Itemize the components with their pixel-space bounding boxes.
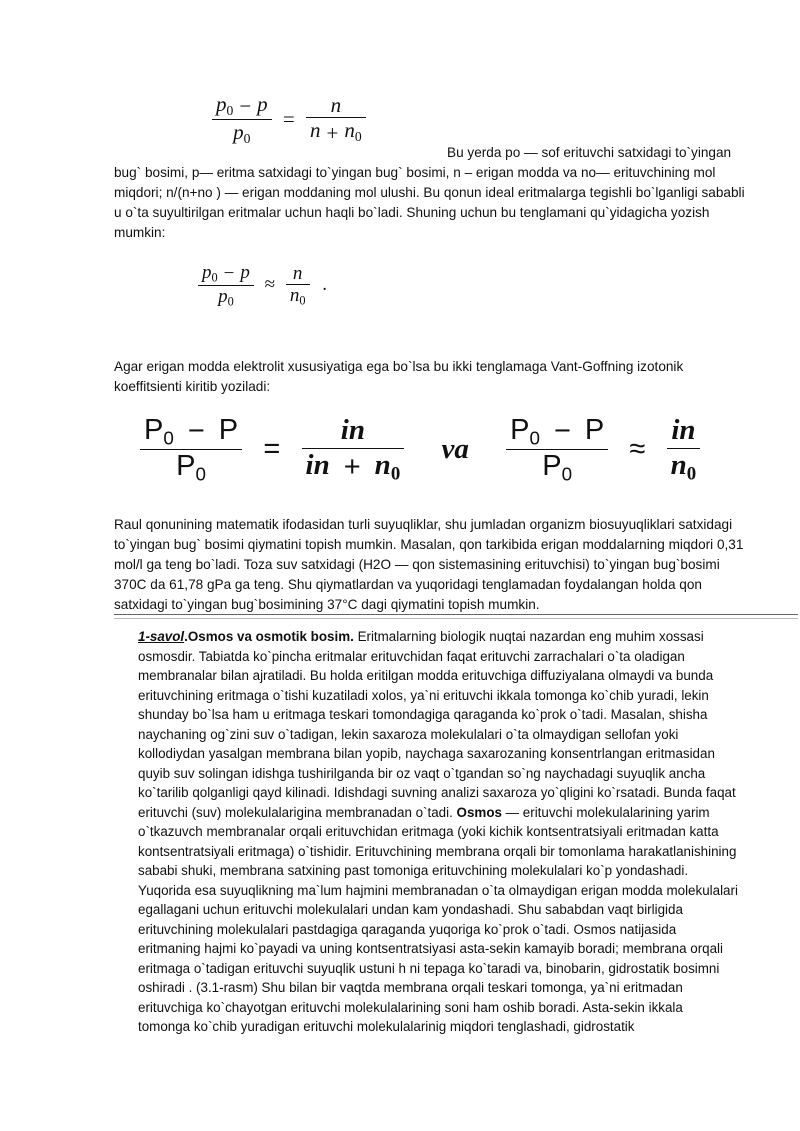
osmos-term: Osmos [456,804,502,820]
section-divider [114,614,798,615]
solute-ratio-fraction: $\frac{n}{n_0}$ [286,263,310,309]
raoult-application-paragraph: Raul qonunining matematik ifodasidan turli suyuqliklar, shu jumladan organizm biosuyuqliklari satxidagi to`yingan bug` bosimi qiymatini topish mumkin. Masalan, qon tarkibida erigan moddalarning miqdori 0,31 mol/l ga teng bo`ladi. Toza suv satxidagi (H2O — qon sistemasining erituvchisi) to`yingan bug`bosimi 370C da 61,78 gPa ga teng. Shu qiymatlardan va yuqoridagi tenglamadan foydalangan holda qon satxidagi to`yingan bug`bosimining 37°C dagi qiymatini topish mumkin. [114,517,744,612]
va-conjunction: va [441,433,469,466]
dilute-raoult-equation: $\frac{p_0 - p}{p_0}$ ≈ $\frac{n}{n_0}$ . [198,262,327,309]
section-title: Osmos va osmotik bosim. [187,629,354,644]
section-divider-shadow [114,618,798,619]
isotonic-fraction: $\frac{in}{in + n_0}$ [302,414,405,485]
vant-hoff-equations: $\frac{P_0 - P}{P_0}$ = $\frac{in}{in + n_0}$ va $\frac{P_0 - P}{P_0}$ ≈ $\frac{in}{n_0}$ [140,414,700,486]
relative-pressure-fraction-2: $\frac{P_0 - P}{P_0}$ [506,414,608,486]
definition-paragraph: Bu yerda po — sof erituvchi satxidagi to`yingan bug` bosimi, p— eritma satxidagi to`yingan bug` bosimi, n – erigan modda va no— erituvchining mol miqdori; n/(n+no ) — erigan moddaning mol ulushi. Bu qonun ideal eritmalarga tegishli bo`lganligi sababli u o`ta suyultirilgan eritmalar uchun haqli bo`ladi. Shuning uchun bu tenglamani qu`yidagicha yozish mumkin: [114,145,745,240]
relative-pressure-fraction: $\frac{p_0 - p}{p_0}$ [198,262,254,309]
osmosis-paragraph: 1-savol.Osmos va osmotik bosim. Eritmalarning biologik nuqtai nazardan eng muhim xossasi osmosdir. Tabiatda ko`pincha eritmalar erituvchidan faqat erituvchi zarrachalari o`ta oladigan membranalar bilan ajratiladi. Bu holda eritilgan modda erituvchiga diffuziyalana olmaydi va bunda erituvchining eritmaga o`tishi kuzatiladi xolos, ya`ni erituvchi ikkala tomonga ko`chib yuradi, lekin shunday bo`lsa ham u eritmaga teskari tomondagiga qaraganda ko`prok o`tadi. Masalan, shisha naychaning og`zini suv o`tadigan, lekin saxaroza molekulalari o`ta olmaydigan sellofan yoki kollodiydan yasalgan membrana bilan yopib, naychaga saxarozaning konsentrlangan eritmasidan quyib suv solingan idishga tushirilganda bir oz vaqt o`tgandan so`ng naychadagi suyuqlik ancha ko`tarilib qolganligi qayd kilinadi. Idishdagi suvning analizi saxaroza yo`qligini ko`rsatadi. Bunda faqat erituvchi (suv) molekulalarigina membranadan o`tadi. Osmos — erituvchi molekulalarining yarim o`tkazuvch membranalar orqali erituvchidan eritmaga (yoki kichik kontsentratsiyali eritmadan katta kontsentratsiyali eritmaga) o`tishidir. Erituvchining membrana orqali bir tomonlama harakatlanishining sababi shuki, membrana satxining past tomoniga erituvchining molekulalari ko`p yondashadi. Yuqorida esa suyuqlikning ma`lum hajmini membranadan o`ta olmaydigan erigan modda molekulalari egallagani uchun erituvchi molekulalari undan kam yondashadi. Shu sababdan vaqt birligida erituvchining molekulalari pastdagiga qaraganda yuqoriga ko`prok o`tadi. Osmos natijasida eritmaning hajmi ko`payadi va uning kontsentratsiyasi asta-sekin kamayib boradi; membrana orqali eritmaga o`tadigan erituvchi suyuqlik ustuni h ni tepaga ko`taradi va, binobarin, gidrostatik bosimni oshiradi . (3.1-rasm) Shu bilan bir vaqtda membrana orqali teskari tomonga, ya`ni eritmadan erituvchiga ko`chayotgan erituvchi molekulalarining soni ham oshib boradi. Asta-sekin ikkala tomonga ko`chib yuradigan erituvchi molekulalarinig miqdori tenglashadi, gidrostatik [138,629,738,1034]
electrolyte-paragraph: Agar erigan modda elektrolit xususiyatiga ega bo`lsa bu ikki tenglamaga Vant-Goffning izotonik koeffitsienti kiritib yoziladi: [114,359,684,394]
question-number: 1-savol [138,629,185,644]
raoult-law-equation: $\frac{p_0 - p}{p_0}$ = $\frac{n}{n + n_0}$ [212,92,366,147]
isotonic-ratio-fraction: $\frac{in}{n_0}$ [667,414,701,485]
relative-pressure-fraction: $\frac{P_0 - P}{P_0}$ [140,414,242,486]
mole-fraction: $\frac{n}{n + n_0}$ [306,93,366,145]
relative-pressure-fraction: $\frac{p_0 - p}{p_0}$ [212,92,272,147]
